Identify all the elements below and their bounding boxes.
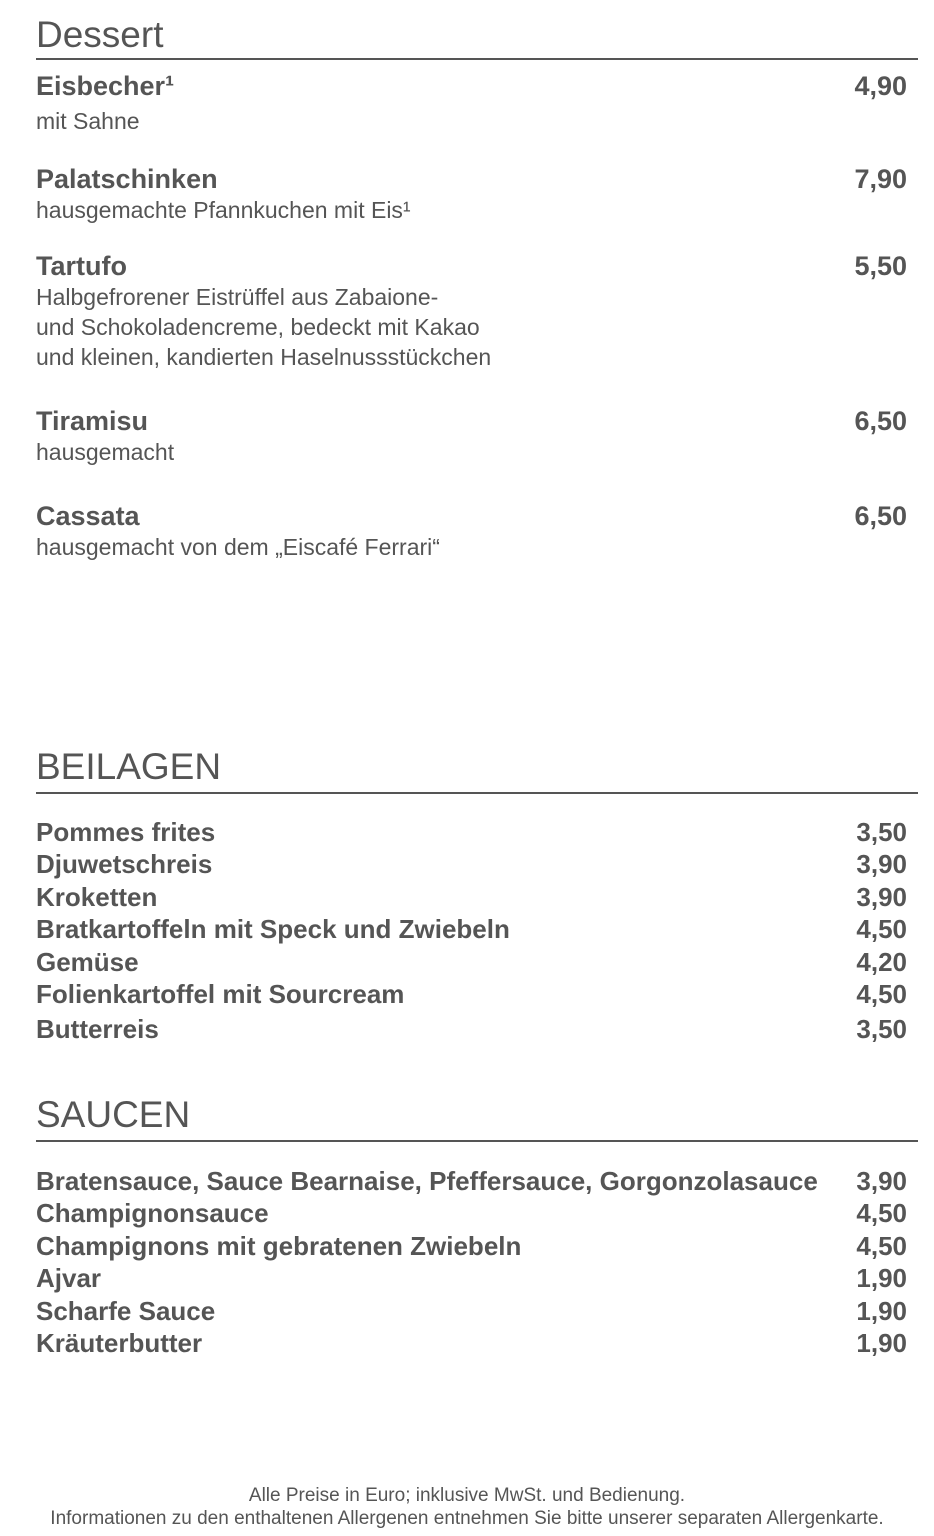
list-item [36, 1327, 918, 1359]
item-price: 1,90 [856, 1296, 907, 1326]
item-price: 1,90 [856, 1328, 907, 1358]
item-name: Scharfe Sauce [36, 1296, 216, 1326]
item-price: 3,50 [856, 1014, 907, 1044]
dessert-item [36, 250, 918, 372]
item-name: Kroketten [36, 882, 158, 912]
dessert-item-price: 7,90 [854, 164, 907, 194]
dessert-item [36, 70, 918, 136]
dessert-item [36, 163, 918, 225]
item-name: Bratensauce, Sauce Bearnaise, Pfeffersauce, Gorgonzolasauce [36, 1166, 818, 1196]
dessert-item-price: 4,90 [854, 71, 907, 101]
item-name: Bratkartoffeln mit Speck und Zwiebeln [36, 914, 510, 944]
list-item [36, 1013, 918, 1045]
item-price: 3,90 [856, 1166, 907, 1196]
list-item [36, 848, 918, 880]
dessert-item-desc: hausgemachte Pfannkuchen mit Eis¹ [36, 197, 411, 223]
dessert-item-desc: und Schokoladencreme, bedeckt mit Kakao [36, 314, 480, 340]
item-price: 4,20 [856, 947, 907, 977]
dessert-item-name: Tiramisu [36, 406, 149, 436]
item-price: 3,90 [856, 882, 907, 912]
saucen-divider [36, 1140, 918, 1142]
dessert-item-price: 5,50 [854, 251, 907, 281]
item-name: Gemüse [36, 947, 139, 977]
item-name: Pommes frites [36, 817, 216, 847]
saucen-section [36, 1094, 918, 1142]
dessert-item-name: Eisbecher¹ [36, 71, 175, 101]
item-price: 1,90 [856, 1263, 907, 1293]
list-item [36, 946, 918, 978]
dessert-title: Dessert [36, 14, 164, 55]
beilagen-title: BEILAGEN [36, 746, 222, 787]
dessert-item-desc: hausgemacht von dem „Eiscafé Ferrari“ [36, 534, 440, 560]
beilagen-divider [36, 792, 918, 794]
beilagen-section [36, 746, 918, 794]
dessert-item [36, 405, 918, 467]
item-name: Folienkartoffel mit Sourcream [36, 979, 405, 1009]
list-item [36, 1230, 918, 1262]
dessert-item-name: Tartufo [36, 251, 127, 281]
dessert-item-name: Palatschinken [36, 164, 218, 194]
dessert-item-name: Cassata [36, 501, 140, 531]
dessert-divider [36, 58, 918, 60]
item-name: Butterreis [36, 1014, 159, 1044]
list-item [36, 1197, 918, 1229]
dessert-item-price: 6,50 [854, 501, 907, 531]
dessert-item [36, 500, 918, 562]
footer-allergen-note: Informationen zu den enthaltenen Allergenen entnehmen Sie bitte unserer separaten Allergenkarte. [50, 1508, 884, 1529]
dessert-item-desc: Halbgefrorener Eistrüffel aus Zabaione- [36, 284, 439, 310]
list-item [36, 913, 918, 945]
item-name: Champignonsauce [36, 1198, 269, 1228]
item-price: 3,50 [856, 817, 907, 847]
dessert-item-desc: und kleinen, kandierten Haselnussstückchen [36, 344, 492, 370]
list-item [36, 1165, 918, 1197]
item-name: Ajvar [36, 1263, 102, 1293]
item-name: Champignons mit gebratenen Zwiebeln [36, 1231, 522, 1261]
dessert-item-desc: mit Sahne [36, 108, 140, 134]
dessert-section [36, 14, 918, 60]
item-price: 3,90 [856, 849, 907, 879]
list-item [36, 1262, 918, 1294]
item-price: 4,50 [856, 914, 907, 944]
dessert-item-desc: hausgemacht [36, 439, 175, 465]
item-name: Kräuterbutter [36, 1328, 203, 1358]
dessert-item-price: 6,50 [854, 406, 907, 436]
list-item [36, 816, 918, 848]
list-item [36, 881, 918, 913]
item-price: 4,50 [856, 979, 907, 1009]
footer-note [0, 1484, 934, 1530]
list-item [36, 978, 918, 1010]
list-item [36, 1295, 918, 1327]
item-name: Djuwetschreis [36, 849, 213, 879]
item-price: 4,50 [856, 1198, 907, 1228]
footer-price-note: Alle Preise in Euro; inklusive MwSt. und Bedienung. [248, 1485, 686, 1506]
saucen-title: SAUCEN [36, 1094, 191, 1135]
item-price: 4,50 [856, 1231, 907, 1261]
